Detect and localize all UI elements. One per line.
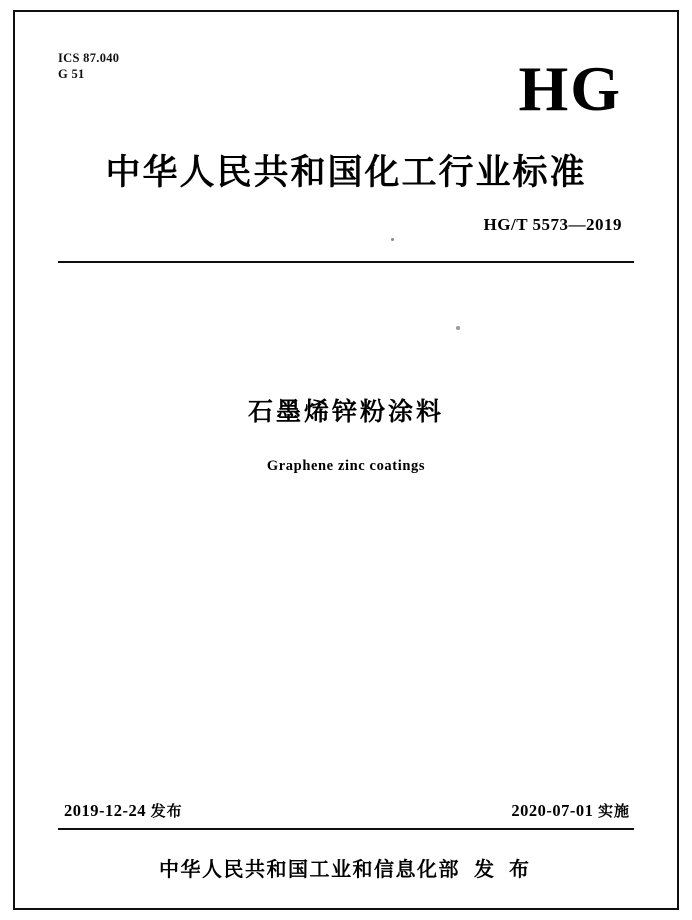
effective-date-group: [511, 800, 630, 821]
subject-title-cn: 石墨烯锌粉涂料: [247, 397, 444, 426]
subject-title-en: Graphene zinc coatings: [266, 458, 426, 474]
standard-number: HG/T 5573—2019: [483, 215, 622, 234]
publisher-verb: 发 布: [474, 857, 533, 881]
publisher-name: 中华人民共和国工业和信息化部: [159, 857, 461, 881]
effective-date: 2020-07-01: [511, 801, 594, 820]
publisher-line: [13, 853, 679, 882]
scan-speck-icon: [456, 326, 460, 330]
issue-date: 2019-12-24: [64, 801, 146, 820]
ics-code: ICS 87.040: [58, 51, 120, 65]
footer-dates: [58, 800, 634, 824]
footer-divider: [58, 828, 634, 830]
category-code: G 51: [58, 67, 85, 81]
standard-title-cn: 中华人民共和国化工行业标准: [105, 153, 587, 193]
page-content: [13, 10, 679, 910]
effective-date-label: 实施: [597, 802, 630, 820]
scan-speck-icon: [391, 238, 394, 241]
hg-emblem: HG: [518, 53, 622, 124]
issue-date-label: 发布: [150, 802, 183, 820]
classification-block: [58, 50, 119, 82]
header-divider: [58, 261, 634, 263]
issue-date-group: [64, 800, 183, 821]
